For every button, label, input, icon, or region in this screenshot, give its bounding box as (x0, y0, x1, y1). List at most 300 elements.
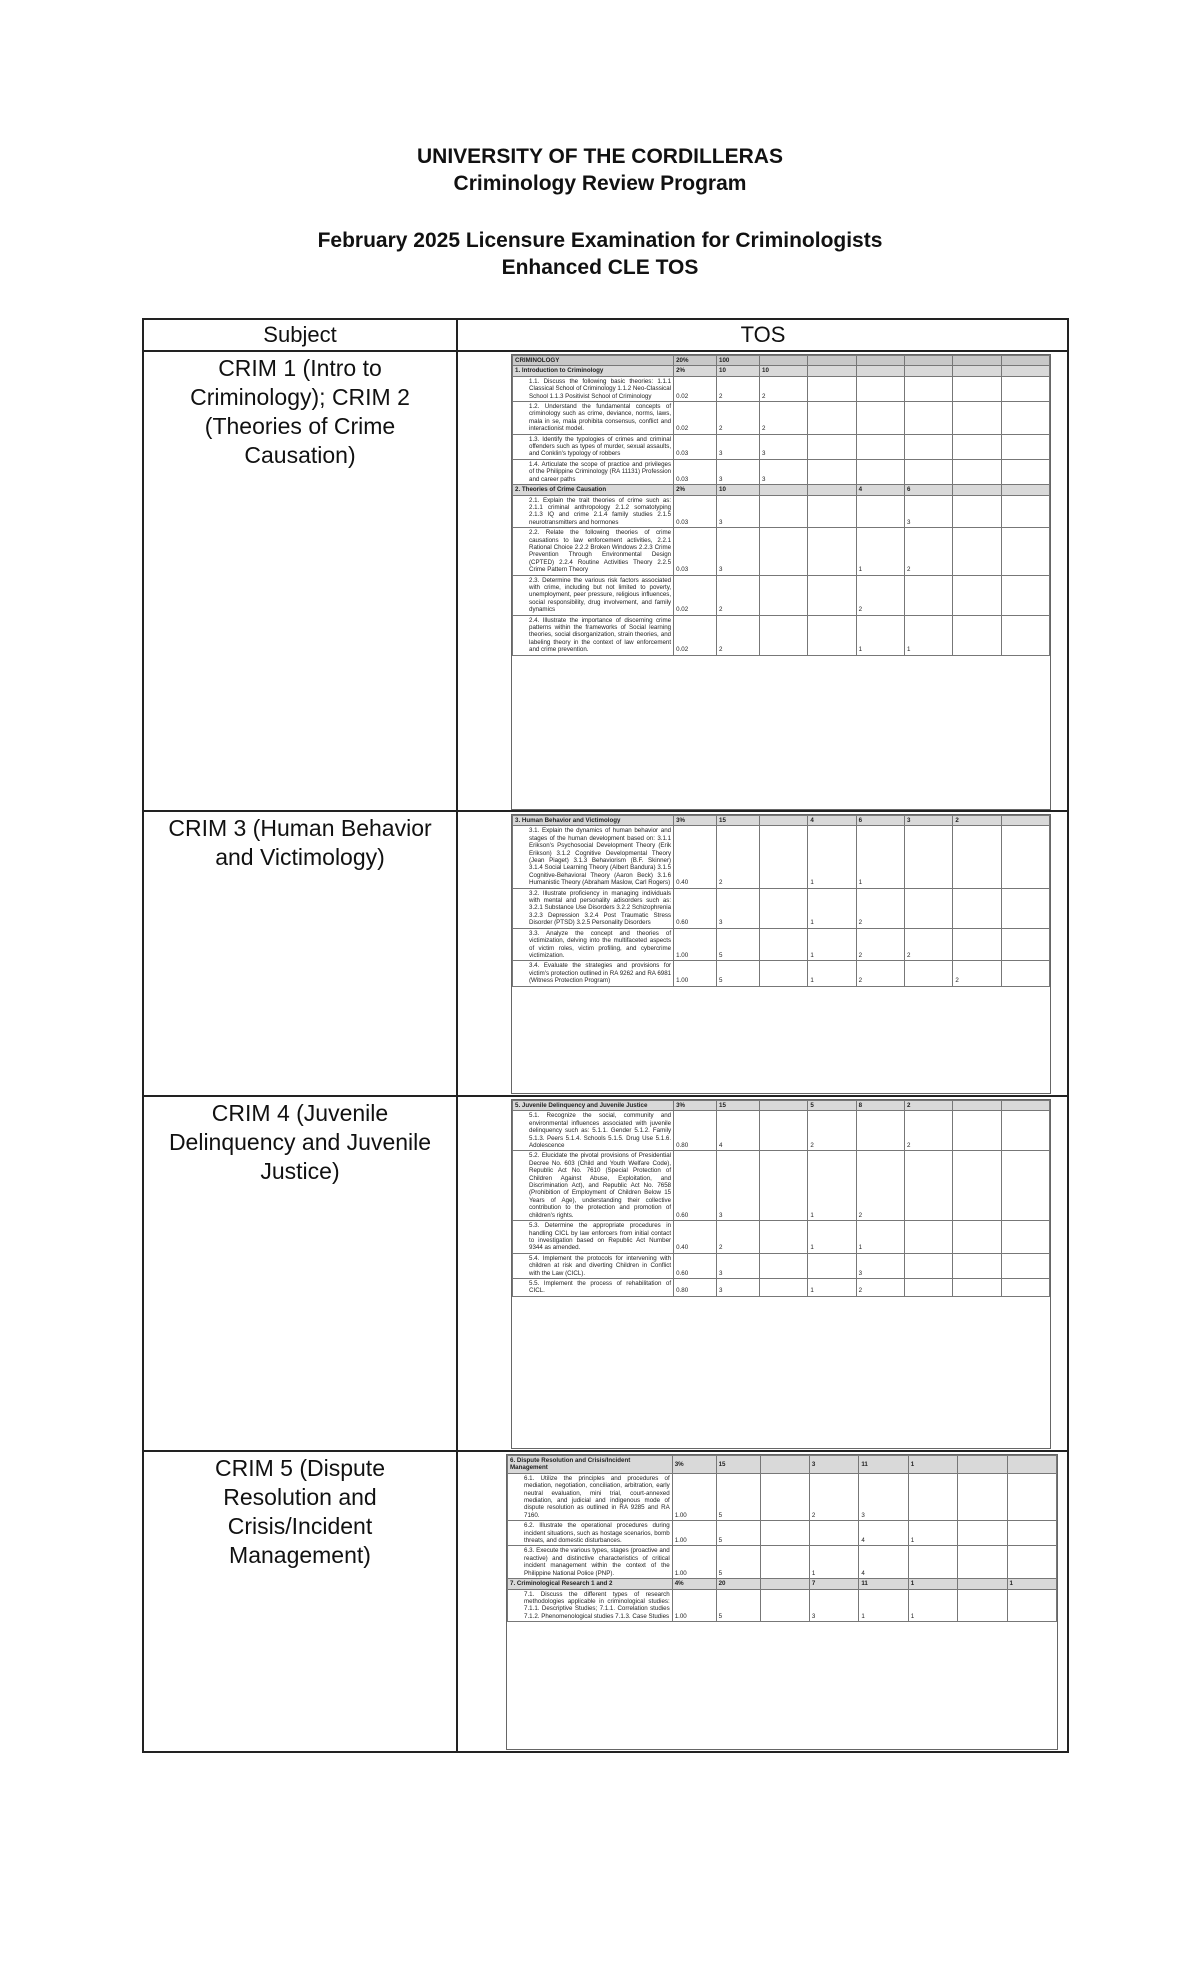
tos-item-row (508, 1546, 1057, 1579)
tos-competency: 6. Dispute Resolution and Crisis/Incident Management (508, 1456, 673, 1474)
tos-level-count (1001, 1278, 1049, 1296)
tos-item-row (513, 1151, 1050, 1221)
tos-weight: 1.00 (672, 1473, 716, 1520)
tos-weight: 3% (672, 1456, 716, 1474)
tos-level-count (904, 366, 952, 376)
tos-image-crim-1-2 (511, 354, 1051, 810)
tos-level-count (856, 1111, 904, 1151)
subject-column-header: Subject (263, 322, 337, 347)
tos-items: 15 (717, 1101, 760, 1111)
tos-weight: 0.03 (674, 459, 717, 484)
tos-level-count (908, 1546, 957, 1579)
tos-weight: 2% (674, 485, 717, 495)
tos-level-count (808, 528, 856, 575)
tos-level-count: 3 (904, 495, 952, 528)
tos-level-count (953, 1253, 1001, 1278)
tos-level-count (808, 376, 856, 401)
tos-level-count (1001, 1111, 1049, 1151)
tos-mini-table (512, 815, 1050, 987)
subject-crim-4: CRIM 4 (Juvenile Delinquency and Juvenile Justice) (168, 1100, 432, 1184)
tos-level-count: 2 (904, 928, 952, 961)
tos-level-count (1007, 1589, 1056, 1622)
tos-competency: 6.1. Utilize the principles and procedures of mediation, negotiation, conciliation, arbitration, early neutral evaluation, mini trial, court-annexed mediation, and judicial and indigenous mode of dispute resolution as outlined in RA 9285 and RA 7160. (508, 1473, 673, 1520)
tos-level-count: 2 (808, 1111, 856, 1151)
tos-competency: 1.2. Understand the fundamental concepts of criminology such as crime, deviance, norms, laws, mala in se, mala prohibita consensus, conflict and interactionist model. (513, 402, 674, 435)
tos-level-count: 2 (953, 961, 1001, 986)
tos-items: 2 (717, 575, 760, 615)
tos-level-count (953, 1221, 1001, 1254)
tos-weight: 0.03 (674, 495, 717, 528)
tos-level-count (856, 402, 904, 435)
tos-level-count (760, 1151, 808, 1221)
tos-level-count (904, 356, 952, 366)
tos-level-count (760, 888, 808, 928)
tos-level-count: 2 (904, 1111, 952, 1151)
tos-level-count (760, 1221, 808, 1254)
tos-level-count (760, 575, 808, 615)
tos-level-count: 2 (856, 1151, 904, 1221)
tos-level-count: 3 (760, 459, 808, 484)
tos-items: 3 (717, 888, 760, 928)
tos-competency: 1.4. Articulate the scope of practice and privileges of the Philippine Criminology (RA 11131) Profession and career paths (513, 459, 674, 484)
tos-competency: 6.2. Illustrate the operational procedures during incident situations, such as hostage scenarios, bomb threats, and domestic disturbances. (508, 1521, 673, 1546)
tos-competency: 3. Human Behavior and Victimology (513, 816, 674, 826)
tos-level-count: 1 (808, 826, 856, 888)
tos-item-row (513, 826, 1050, 888)
tos-level-count (953, 888, 1001, 928)
tos-items: 5 (717, 961, 760, 986)
tos-item-row (513, 376, 1050, 401)
tos-level-count (904, 376, 952, 401)
tos-weight: 0.02 (674, 615, 717, 655)
tos-items: 2 (717, 826, 760, 888)
tos-competency: 5.1. Recognize the social, community and environmental influences associated with juvenile delinquency such as: 5.1.1. Gender 5.1.2. Family 5.1.3. Peers 5.1.4. Schools 5.1.5. Drug Use 5.1.6. Adolescence (513, 1111, 674, 1151)
tos-level-count (953, 575, 1001, 615)
tos-level-count (908, 1473, 957, 1520)
tos-level-count: 1 (859, 1589, 908, 1622)
tos-competency: 2.2. Relate the following theories of crime causations to law enforcement activities, 2.2.1 Rational Choice 2.2.2 Broken Windows 2.2.3 Crime Prevention Through Environmental Design (CPTED) 2.2.4 Routine Activities Theory 2.2.5 Crime Pattern Theory (513, 528, 674, 575)
tos-items: 3 (717, 528, 760, 575)
tos-level-count: 1 (908, 1521, 957, 1546)
tos-level-count (904, 434, 952, 459)
tos-weight: 0.80 (674, 1278, 717, 1296)
tos-item-row (513, 495, 1050, 528)
tos-weight: 0.40 (674, 1221, 717, 1254)
tos-level-count: 4 (808, 816, 856, 826)
tos-mini-table (507, 1455, 1057, 1622)
header-divider (144, 350, 1067, 352)
tos-level-count (958, 1579, 1007, 1589)
tos-image-crim-4 (511, 1099, 1051, 1449)
subject-crim-3: CRIM 3 (Human Behavior and Victimology) (168, 815, 432, 870)
row-divider (144, 1095, 1067, 1097)
tos-level-count: 1 (856, 826, 904, 888)
tos-items: 5 (716, 1473, 760, 1520)
tos-level-count (856, 495, 904, 528)
tos-level-count (1001, 575, 1049, 615)
tos-items: 20 (716, 1579, 760, 1589)
tos-level-count (1001, 402, 1049, 435)
tos-level-count (760, 615, 808, 655)
tos-level-count: 1 (808, 1278, 856, 1296)
tos-level-count (953, 356, 1001, 366)
tos-item-row (513, 888, 1050, 928)
tos-item-row (508, 1473, 1057, 1520)
tos-mini-table (512, 355, 1050, 656)
tos-item-row (513, 402, 1050, 435)
tos-weight: 2% (674, 366, 717, 376)
tos-level-count: 5 (808, 1101, 856, 1111)
tos-level-count (904, 1278, 952, 1296)
tos-weight: 1.00 (674, 961, 717, 986)
tos-competency: 6.3. Execute the various types, stages (proactive and reactive) and distinctive characteristics of critical incident management within the context of the Philippine National Police (PNP). (508, 1546, 673, 1579)
tos-level-count (760, 961, 808, 986)
subject-crim-1-2: CRIM 1 (Intro to Criminology); CRIM 2 (Theories of Crime Causation) (190, 355, 410, 468)
tos-item-row (513, 1278, 1050, 1296)
tos-weight: 0.60 (674, 1253, 717, 1278)
tos-items: 3 (717, 495, 760, 528)
tos-level-count (760, 816, 808, 826)
tos-item-row (513, 434, 1050, 459)
tos-level-count (1001, 459, 1049, 484)
tos-item-row (508, 1589, 1057, 1622)
tos-items: 2 (717, 1221, 760, 1254)
tos-items: 3 (717, 434, 760, 459)
tos-level-count (953, 485, 1001, 495)
tos-item-row (513, 575, 1050, 615)
tos-level-count (1001, 356, 1049, 366)
tos-item-row (513, 961, 1050, 986)
tos-level-count (760, 826, 808, 888)
tos-level-count (904, 826, 952, 888)
tos-level-count (1007, 1521, 1056, 1546)
tos-level-count (809, 1521, 858, 1546)
tos-image-crim-5 (506, 1454, 1058, 1750)
tos-competency: 2.4. Illustrate the importance of discerning crime patterns within the frameworks of Social learning theories, social disorganization, strain theories, and labeling theory in the context of law enforcement and crime prevention. (513, 615, 674, 655)
tos-items: 3 (717, 1151, 760, 1221)
tos-items: 5 (716, 1589, 760, 1622)
tos-level-count (808, 402, 856, 435)
tos-weight: 4% (672, 1579, 716, 1589)
tos-level-count (760, 528, 808, 575)
tos-level-count (856, 356, 904, 366)
tos-weight: 3% (674, 816, 717, 826)
tos-level-count (808, 366, 856, 376)
tos-competency: 3.4. Evaluate the strategies and provisions for victim's protection outlined in RA 9262 and RA 6981 (Witness Protection Program) (513, 961, 674, 986)
tos-level-count (760, 1589, 809, 1622)
tos-level-count (1001, 485, 1049, 495)
tos-item-row (513, 928, 1050, 961)
tos-weight: 1.00 (674, 928, 717, 961)
tos-competency: 7. Criminological Research 1 and 2 (508, 1579, 673, 1589)
tos-items: 5 (716, 1521, 760, 1546)
tos-level-count (1001, 434, 1049, 459)
tos-level-count (1001, 816, 1049, 826)
tos-level-count (1007, 1456, 1056, 1474)
tos-items: 10 (717, 366, 760, 376)
tos-item-row (513, 528, 1050, 575)
tos-weight: 1.00 (672, 1589, 716, 1622)
tos-level-count (760, 485, 808, 495)
tos-level-count (958, 1589, 1007, 1622)
tos-level-count (856, 459, 904, 484)
tos-level-count (808, 495, 856, 528)
tos-item-row (513, 459, 1050, 484)
tos-level-count (904, 459, 952, 484)
tos-competency: 2.3. Determine the various risk factors associated with crime, including but not limited to poverty, unemployment, peer pressure, religious influences, social responsibility, drug involvement, and family dynamics (513, 575, 674, 615)
tos-level-count (856, 366, 904, 376)
tos-level-count (904, 961, 952, 986)
tos-weight: 1.00 (672, 1546, 716, 1579)
tos-level-count: 2 (856, 888, 904, 928)
tos-level-count (1001, 528, 1049, 575)
tos-level-count (760, 1521, 809, 1546)
tos-level-count (958, 1546, 1007, 1579)
tos-level-count (953, 402, 1001, 435)
tos-level-count: 3 (904, 816, 952, 826)
row-divider (144, 1450, 1067, 1452)
tos-section-row (508, 1579, 1057, 1589)
tos-items: 15 (717, 816, 760, 826)
tos-level-count (953, 928, 1001, 961)
tos-level-count (1001, 928, 1049, 961)
tos-level-count: 2 (856, 1278, 904, 1296)
tos-weight: 3% (674, 1101, 717, 1111)
tos-level-count (760, 1456, 809, 1474)
tos-level-count (904, 402, 952, 435)
tos-level-count: 6 (856, 816, 904, 826)
tos-weight: 0.40 (674, 826, 717, 888)
tos-level-count (904, 1221, 952, 1254)
tos-level-count (808, 434, 856, 459)
tos-level-count (808, 356, 856, 366)
tos-level-count (953, 1278, 1001, 1296)
tos-level-count: 1 (856, 1221, 904, 1254)
tos-level-count (953, 366, 1001, 376)
tos-level-count: 2 (953, 816, 1001, 826)
tos-level-count (1001, 1253, 1049, 1278)
tos-weight: 0.03 (674, 528, 717, 575)
tos-level-count (904, 1253, 952, 1278)
tos-level-count (760, 1111, 808, 1151)
tos-section-row (513, 1101, 1050, 1111)
tos-competency: 5.3. Determine the appropriate procedures in handling CICL by law enforcers from initial contact to investigation based on Republic Act Number 9344 as amended. (513, 1221, 674, 1254)
tos-items: 15 (716, 1456, 760, 1474)
tos-level-count (808, 485, 856, 495)
tos-level-count (808, 1253, 856, 1278)
row-divider (144, 810, 1067, 812)
tos-competency: 1.1. Discuss the following basic theories: 1.1.1 Classical School of Criminology 1.1.2 Neo-Classical School 1.1.3 Positivist School of Criminology (513, 376, 674, 401)
tos-items: 3 (717, 1253, 760, 1278)
tos-level-count: 3 (856, 1253, 904, 1278)
tos-level-count (808, 615, 856, 655)
tos-level-count (1001, 961, 1049, 986)
tos-level-count (904, 1151, 952, 1221)
tos-level-count (760, 356, 808, 366)
exam-title: February 2025 Licensure Examination for Criminologists (317, 229, 883, 252)
tos-level-count: 2 (856, 575, 904, 615)
tos-level-count: 2 (904, 528, 952, 575)
tos-level-count: 2 (809, 1473, 858, 1520)
tos-level-count (1001, 495, 1049, 528)
tos-level-count: 1 (856, 615, 904, 655)
tos-weight: 1.00 (672, 1521, 716, 1546)
tos-level-count (958, 1521, 1007, 1546)
tos-level-count: 2 (760, 402, 808, 435)
tos-level-count: 11 (859, 1456, 908, 1474)
tos-competency: 5.4. Implement the protocols for intervening with children at risk and diverting Children in Conflict with the Law (CICL). (513, 1253, 674, 1278)
tos-section-row (513, 485, 1050, 495)
tos-level-count: 3 (809, 1589, 858, 1622)
tos-items: 2 (717, 376, 760, 401)
tos-level-count: 1 (809, 1546, 858, 1579)
tos-items: 3 (717, 1278, 760, 1296)
tos-level-count (953, 528, 1001, 575)
tos-level-count (904, 888, 952, 928)
tos-items: 4 (717, 1111, 760, 1151)
tos-weight: 0.02 (674, 376, 717, 401)
tos-level-count (953, 826, 1001, 888)
tos-item-row (513, 615, 1050, 655)
tos-column-header: TOS (740, 322, 786, 347)
tos-level-count: 2 (856, 961, 904, 986)
tos-level-count (1001, 1151, 1049, 1221)
tos-level-count: 1 (808, 961, 856, 986)
tos-level-count: 1 (808, 888, 856, 928)
tos-competency: 5.2. Elucidate the pivotal provisions of Presidential Decree No. 603 (Child and Youth Welfare Code), Republic Act No. 7610 (Special Protection of Children Against Abuse, Exploitation, and Discrimination Act), and Republic Act No. 7658 (Prohibition of Employment of Children Below 15 Years of Age), understanding their collective contribution to the protection and promotion of children's rights. (513, 1151, 674, 1221)
tos-items: 3 (717, 459, 760, 484)
tos-items: 100 (717, 356, 760, 366)
tos-section-row (508, 1456, 1057, 1474)
tos-items: 10 (717, 485, 760, 495)
document-title: Enhanced CLE TOS (501, 256, 699, 279)
tos-level-count (760, 1546, 809, 1579)
tos-table (142, 318, 1069, 1753)
tos-level-count: 4 (859, 1521, 908, 1546)
tos-competency: 1. Introduction to Criminology (513, 366, 674, 376)
tos-section-row (513, 366, 1050, 376)
tos-level-count (953, 495, 1001, 528)
tos-level-count (760, 928, 808, 961)
tos-competency: 3.2. Illustrate proficiency in managing individuals with mental and personality adisorders such as: 3.2.1 Substance Use Disorders 3.2.2 Schizophrenia 3.2.3 Depression 3.2.4 Post Traumatic Stress Disorder (PTSD) 3.2.5 Personality Disorders (513, 888, 674, 928)
tos-level-count (1001, 1101, 1049, 1111)
tos-competency: 1.3. Identify the typologies of crimes and criminal offenders such as types of murder, sexual assaults, and Conklin's typology of robbers (513, 434, 674, 459)
tos-level-count (808, 575, 856, 615)
tos-weight: 0.03 (674, 434, 717, 459)
tos-level-count (856, 434, 904, 459)
tos-level-count (808, 459, 856, 484)
tos-level-count (953, 376, 1001, 401)
tos-level-count (760, 1473, 809, 1520)
tos-item-row (513, 1253, 1050, 1278)
tos-level-count (1001, 826, 1049, 888)
tos-level-count (1001, 376, 1049, 401)
tos-weight: 0.60 (674, 888, 717, 928)
tos-section-row (513, 816, 1050, 826)
tos-items: 2 (717, 615, 760, 655)
tos-level-count: 1 (908, 1456, 957, 1474)
tos-level-count (958, 1473, 1007, 1520)
tos-level-count: 10 (760, 366, 808, 376)
tos-competency: 2. Theories of Crime Causation (513, 485, 674, 495)
university-title: UNIVERSITY OF THE CORDILLERAS (417, 145, 783, 168)
column-divider (456, 320, 458, 1751)
tos-competency: 5.5. Implement the process of rehabilitation of CICL. (513, 1278, 674, 1296)
tos-weight: 0.60 (674, 1151, 717, 1221)
tos-items: 5 (717, 928, 760, 961)
tos-level-count: 3 (859, 1473, 908, 1520)
tos-image-crim-3 (511, 814, 1051, 1094)
tos-level-count: 2 (856, 928, 904, 961)
tos-level-count: 4 (856, 485, 904, 495)
tos-level-count (1001, 888, 1049, 928)
tos-weight: 0.02 (674, 402, 717, 435)
tos-competency: 2.1. Explain the trait theories of crime such as: 2.1.1 criminal anthropology 2.1.2 somatotyping 2.1.3 IQ and crime 2.1.4 family studies 2.1.5 neurotransmitters and hormones (513, 495, 674, 528)
tos-level-count (958, 1456, 1007, 1474)
tos-level-count (1001, 615, 1049, 655)
tos-level-count (856, 376, 904, 401)
tos-level-count (760, 1278, 808, 1296)
tos-level-count: 1 (904, 615, 952, 655)
tos-level-count: 1 (808, 1151, 856, 1221)
tos-level-count: 2 (904, 1101, 952, 1111)
tos-level-count: 3 (760, 434, 808, 459)
tos-items: 2 (717, 402, 760, 435)
tos-item-row (513, 1221, 1050, 1254)
tos-level-count (953, 459, 1001, 484)
tos-level-count: 3 (809, 1456, 858, 1474)
tos-level-count (953, 1111, 1001, 1151)
tos-level-count: 1 (808, 928, 856, 961)
tos-level-count: 11 (859, 1579, 908, 1589)
tos-level-count (953, 434, 1001, 459)
tos-section-row (513, 356, 1050, 366)
tos-level-count: 1 (856, 528, 904, 575)
tos-level-count (1007, 1473, 1056, 1520)
tos-item-row (513, 1111, 1050, 1151)
tos-level-count: 2 (760, 376, 808, 401)
tos-weight: 0.02 (674, 575, 717, 615)
tos-competency: 3.1. Explain the dynamics of human behavior and stages of the human development based on: 3.1.1 Erikson's Psychosocial Development Theory (Erik Erikson) 3.1.2 Cognitive Developmental Theory (Jean Piaget) 3.1.3 Behaviorism (B.F. Skinner) 3.1.4 Social Learning Theory (Albert Bandura) 3.1.5 Cognitive-Behavioral Theory (Aaron Beck) 3.1.6 Humanistic Theory (Abraham Maslow, Carl Rogers) (513, 826, 674, 888)
tos-level-count (904, 575, 952, 615)
tos-level-count (1007, 1546, 1056, 1579)
tos-competency: CRIMINOLOGY (513, 356, 674, 366)
tos-items: 5 (716, 1546, 760, 1579)
tos-level-count: 1 (808, 1221, 856, 1254)
tos-weight: 20% (674, 356, 717, 366)
tos-level-count: 4 (859, 1546, 908, 1579)
tos-mini-table (512, 1100, 1050, 1297)
tos-level-count (953, 1151, 1001, 1221)
tos-level-count: 8 (856, 1101, 904, 1111)
tos-competency: 3.3. Analyze the concept and theories of victimization, delving into the multifaceted aspects of victim roles, victim profiling, and cybercrime victimization. (513, 928, 674, 961)
program-title: Criminology Review Program (453, 172, 747, 195)
tos-level-count (760, 1579, 809, 1589)
tos-item-row (508, 1521, 1057, 1546)
subject-crim-5: CRIM 5 (Dispute Resolution and Crisis/Incident Management) (215, 1455, 385, 1568)
tos-competency: 7.1. Discuss the different types of research methodologies applicable in criminological studies: 7.1.1. Descriptive Studies; 7.1.1. Correlation studies 7.1.2. Phenomenological studies 7.1.3. Case Studies (508, 1589, 673, 1622)
tos-level-count (1001, 366, 1049, 376)
tos-level-count: 1 (908, 1579, 957, 1589)
tos-level-count (760, 1101, 808, 1111)
tos-level-count: 7 (809, 1579, 858, 1589)
tos-weight: 0.80 (674, 1111, 717, 1151)
tos-level-count (1001, 1221, 1049, 1254)
tos-competency: 5. Juvenile Delinquency and Juvenile Justice (513, 1101, 674, 1111)
tos-level-count (760, 495, 808, 528)
tos-level-count (953, 615, 1001, 655)
tos-level-count: 1 (908, 1589, 957, 1622)
